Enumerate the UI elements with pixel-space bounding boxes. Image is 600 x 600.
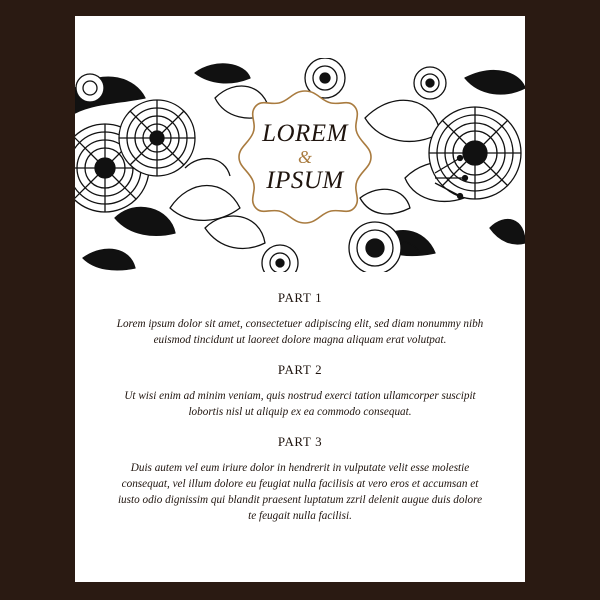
section-title: PART 1 [277,290,323,305]
section-title: PART 3 [277,434,323,449]
section-part-3 [115,434,485,524]
title-line-1: LOREM [262,120,348,147]
title-badge [235,87,375,227]
section-body: Duis autem vel eum iriure dolor in hendrerit in vulputate velit esse molestie consequat, vel illum dolore eu feugiat nulla facilisis at vero eros et accumsan et iusto odio dignissim qui blandit praesent luptatum zzril delenit augue duis dolore te feugait nulla facilisi. [117,462,483,522]
card-content [115,290,485,538]
section-part-1 [115,290,485,348]
title-line-2: IPSUM [266,167,344,194]
title-ampersand: & [297,147,312,167]
invitation-card [75,16,525,582]
section-body: Ut wisi enim ad minim veniam, quis nostrud exerci tation ullamcorper suscipit lobortis nisl ut aliquip ex ea commodo consequat. [124,390,476,418]
section-body: Lorem ipsum dolor sit amet, consectetuer adipiscing elit, sed diam nonummy nibh euismod tincidunt ut laoreet dolore magna aliquam erat volutpat. [116,318,484,346]
section-title: PART 2 [277,362,323,377]
section-part-2 [115,362,485,420]
